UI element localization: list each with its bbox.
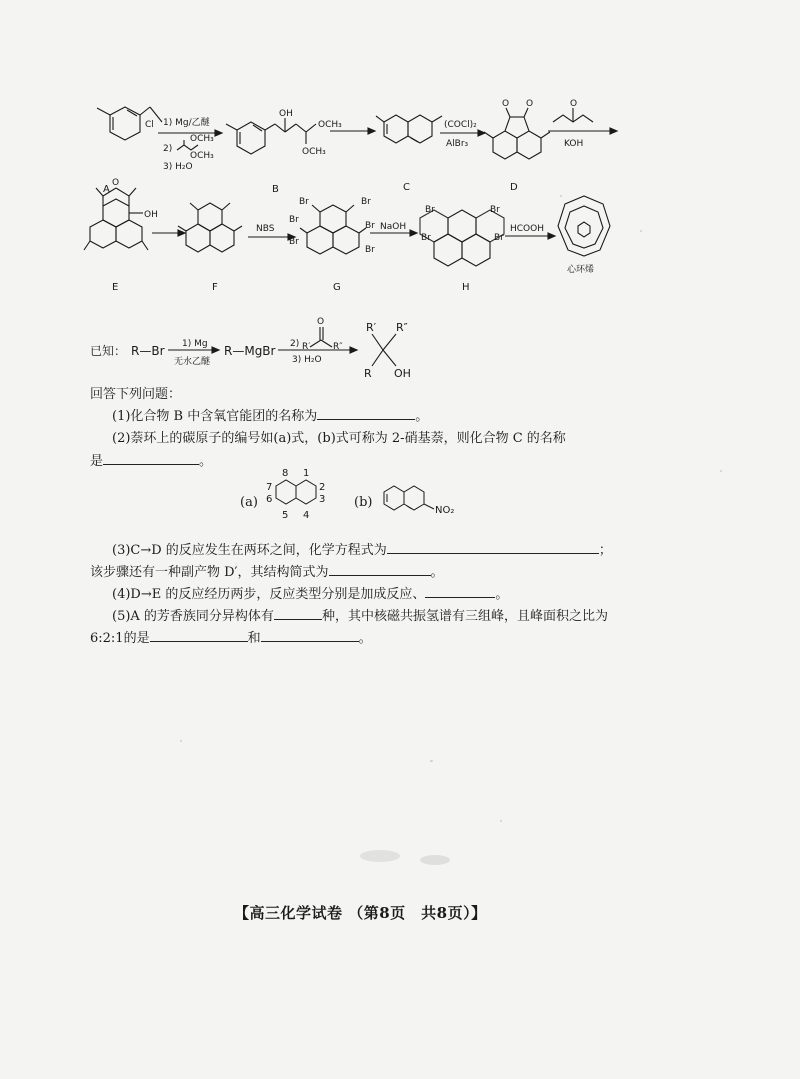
figure-a-num-5: 5 <box>282 510 289 521</box>
question-5-end: 。 <box>358 631 372 646</box>
scan-speck <box>640 230 642 232</box>
label-c: C <box>403 182 410 193</box>
compound-g-structure <box>300 205 366 254</box>
known-prefix: 已知： <box>90 344 127 358</box>
figure-b-nitronaphthalene <box>378 478 488 522</box>
question-3-text: (3)C→D 的反应发生在两环之间，化学方程式为 <box>112 543 387 558</box>
compound-h-structure <box>420 210 504 266</box>
label-g: G <box>333 282 341 293</box>
compound-d-structure <box>484 108 550 159</box>
atom-br-g5: Br <box>365 221 375 231</box>
question-1-end: 。 <box>415 409 429 424</box>
question-4-text: (4)D→E 的反应经历两步，反应类型分别是加成反应、 <box>112 587 426 602</box>
figure-b-label: (b) <box>354 495 373 510</box>
question-3-line2 <box>90 561 444 584</box>
question-5-text2: 6:2:1的是 <box>90 631 150 646</box>
question-2-text: 是 <box>90 454 104 469</box>
scan-smudge <box>420 855 450 865</box>
known-intermediate: R—MgBr <box>224 344 276 358</box>
answer-blank-q5-a[interactable] <box>150 627 248 642</box>
step-fg-top: NBS <box>256 224 275 234</box>
figure-a-naphthalene <box>262 466 332 532</box>
question-5-text: (5)A 的芳香族同分异构体有 <box>112 609 274 624</box>
step-ab-och3-b: OCH₃ <box>190 151 214 161</box>
figure-a-num-6: 6 <box>266 494 273 505</box>
atom-o-ketone: O <box>570 99 578 109</box>
known-reactant: R—Br <box>131 344 165 358</box>
page-footer: 【高三化学试卷 （第8页 共8页）】 <box>234 904 487 922</box>
atom-oh-b: OH <box>279 109 293 119</box>
known-r2-reagent: R″ <box>333 342 343 352</box>
atom-och3-b2: OCH₃ <box>302 147 326 157</box>
atom-br-h3: Br <box>490 205 500 215</box>
atom-o-d2: O <box>526 99 534 109</box>
known-carbonyl-o: O <box>317 317 325 327</box>
synthesis-scheme <box>0 0 800 420</box>
label-a: A <box>103 184 110 195</box>
step-ab-och3-a: OCH₃ <box>190 134 214 144</box>
question-1-text: (1)化合物 B 中含氧官能团的名称为 <box>112 409 318 424</box>
known-r: R <box>364 367 372 380</box>
question-5-line2 <box>90 627 372 650</box>
label-e: E <box>112 282 119 293</box>
known-step1-bottom: 无水乙醚 <box>174 357 211 367</box>
figure-a-num-2: 2 <box>319 482 326 493</box>
question-4 <box>112 583 508 606</box>
scan-speck <box>180 740 182 742</box>
atom-cl-a: Cl <box>145 120 154 130</box>
known-step2-bottom: 3) H₂O <box>292 355 322 365</box>
atom-br-h2: Br <box>421 233 431 243</box>
figure-b-no2: NO₂ <box>435 505 455 516</box>
scan-speck <box>720 470 722 472</box>
label-f: F <box>212 282 218 293</box>
compound-f-structure <box>178 203 242 252</box>
scan-smudge <box>360 850 400 862</box>
scan-speck <box>560 195 562 197</box>
answer-blank-q1[interactable] <box>317 405 415 420</box>
step-ab-line2: 2) <box>163 144 173 154</box>
question-4-end: 。 <box>495 587 509 602</box>
question-5-mid: 种，其中核磁共振氢谱有三组峰，且峰面积之比为 <box>321 609 608 624</box>
step-gh-top: NaOH <box>380 222 407 232</box>
step-h-prod-top: HCOOH <box>510 224 544 234</box>
atom-oh-e: OH <box>144 210 158 220</box>
figure-a-num-1: 1 <box>303 468 310 479</box>
question-2-end: 。 <box>199 454 213 469</box>
figure-a-label: (a) <box>240 495 258 510</box>
known-oh: OH <box>394 367 411 380</box>
atom-o-d1: O <box>502 99 510 109</box>
step-cd-top: (COCl)₂ <box>444 120 477 130</box>
questions-intro: 回答下列问题： <box>90 387 182 402</box>
figure-a-num-4: 4 <box>303 510 310 521</box>
question-3-line1 <box>112 539 612 562</box>
known-r1-reagent: R′ <box>302 342 311 352</box>
known-step2-top: 2) <box>290 339 300 349</box>
known-step1-top: 1) Mg <box>182 339 208 349</box>
label-corannulene: 心环烯 <box>567 265 595 275</box>
atom-br-g3: Br <box>289 237 299 247</box>
question-2-line1: (2)萘环上的碳原子的编号如(a)式，(b)式可称为 2-硝基萘，则化合物 C 的名称 <box>112 431 566 446</box>
figure-a-num-3: 3 <box>319 494 326 505</box>
known-r2: R″ <box>396 321 408 334</box>
question-3-text2: 该步骤还有一种副产物 D′，其结构简式为 <box>90 565 329 580</box>
figure-a-num-8: 8 <box>282 468 289 479</box>
label-d: D <box>510 182 518 193</box>
question-5-line1 <box>112 605 608 628</box>
compound-c-structure <box>376 115 442 143</box>
scan-speck <box>500 820 502 822</box>
known-r1: R′ <box>366 321 377 334</box>
corannulene-structure <box>558 196 610 256</box>
atom-och3-b1: OCH₃ <box>318 120 342 130</box>
step-ab-line1: 1) Mg/乙醚 <box>163 118 210 128</box>
step-de-bottom: KOH <box>564 139 584 149</box>
answer-blank-q5-count[interactable] <box>274 605 322 620</box>
atom-br-h1: Br <box>425 205 435 215</box>
atom-br-g1: Br <box>299 197 309 207</box>
question-1 <box>112 405 428 428</box>
answer-blank-q5-b[interactable] <box>261 627 359 642</box>
answer-blank-q3-byproduct[interactable] <box>329 561 431 576</box>
answer-blank-q3-equation[interactable] <box>387 539 599 554</box>
atom-o-e: O <box>112 178 120 188</box>
question-3-end1: ； <box>598 543 612 558</box>
atom-br-g4: Br <box>361 197 371 207</box>
label-b: B <box>272 184 279 195</box>
scan-speck <box>430 760 433 762</box>
answer-blank-q2[interactable] <box>103 450 199 465</box>
question-3-end2: 。 <box>430 565 444 580</box>
question-5-and: 和 <box>247 631 261 646</box>
compound-e-structure <box>84 188 148 250</box>
answer-blank-q4[interactable] <box>425 583 495 598</box>
atom-br-g6: Br <box>365 245 375 255</box>
atom-br-h4: Br <box>494 233 504 243</box>
label-h: H <box>462 282 470 293</box>
step-ab-line3: 3) H₂O <box>163 162 193 172</box>
figure-a-num-7: 7 <box>266 482 273 493</box>
question-2-line2 <box>90 450 212 473</box>
atom-br-g2: Br <box>289 215 299 225</box>
step-cd-bottom: AlBr₃ <box>446 139 469 149</box>
